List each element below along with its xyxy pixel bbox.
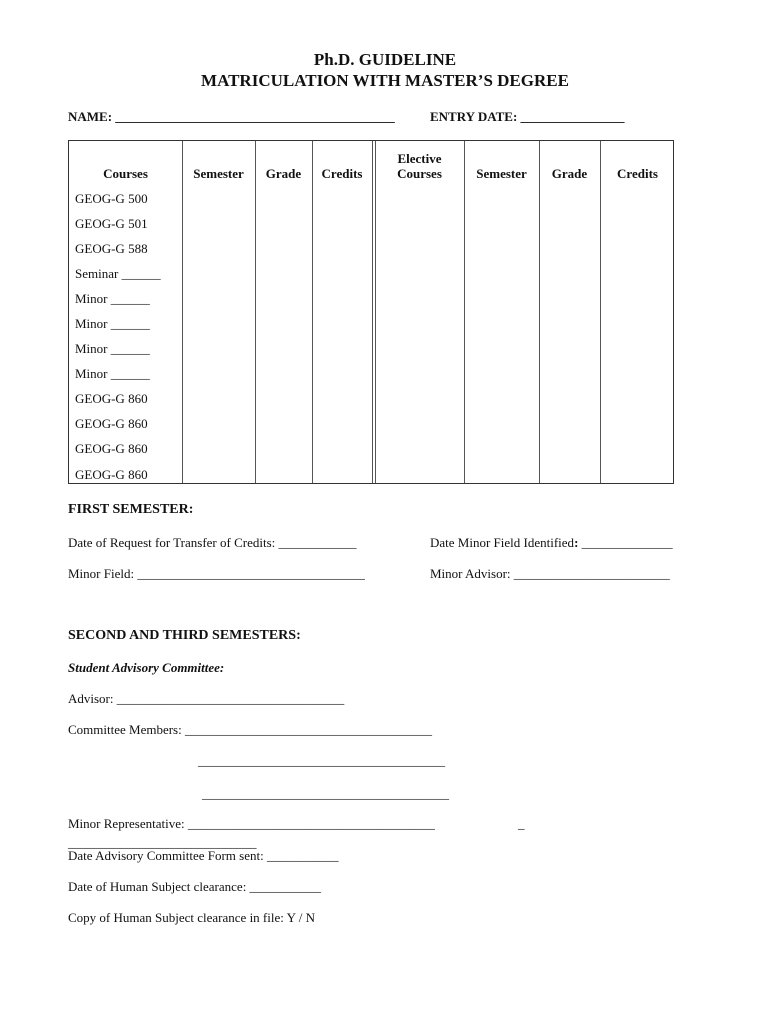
table-divider: [539, 141, 540, 483]
header-elective-line1: Elective: [397, 151, 442, 166]
course-row[interactable]: GEOG-G 500: [75, 191, 148, 206]
header-elective-credits: Credits: [617, 166, 658, 181]
table-divider: [600, 141, 601, 483]
table-divider-double: [372, 141, 376, 483]
minor-field-field[interactable]: Minor Field: ___________________________________: [68, 566, 365, 581]
course-row[interactable]: GEOG-G 860: [75, 416, 148, 431]
header-semester: Semester: [193, 166, 244, 181]
document-title-line2: MATRICULATION WITH MASTER’S DEGREE: [201, 71, 569, 90]
minor-representative-field[interactable]: Minor Representative: ______________________________________: [68, 816, 435, 831]
header-elective-semester: Semester: [476, 166, 527, 181]
human-subject-copy-field[interactable]: Copy of Human Subject clearance in file: Y / N: [68, 910, 316, 925]
committee-member-line-2[interactable]: ______________________________________: [198, 753, 445, 768]
header-elective-line2: Courses: [397, 166, 442, 181]
document-title-line1: Ph.D. GUIDELINE: [313, 50, 457, 69]
human-subject-date-field[interactable]: Date of Human Subject clearance: ___________: [68, 879, 322, 894]
header-courses: Courses: [103, 166, 148, 181]
committee-member-line-3[interactable]: ______________________________________: [202, 786, 449, 801]
course-row[interactable]: GEOG-G 860: [75, 441, 148, 456]
table-divider: [182, 141, 183, 483]
committee-members-field[interactable]: Committee Members: ______________________________________: [68, 722, 432, 737]
stray-mark: _: [518, 816, 525, 831]
committee-form-date-field[interactable]: Date Advisory Committee Form sent: ___________: [68, 848, 339, 863]
first-semester-heading: FIRST SEMESTER:: [68, 502, 194, 517]
minor-identified-label: Date Minor Field Identified: [430, 535, 575, 550]
header-grade: Grade: [265, 166, 302, 181]
loose-underline: _____________________________: [68, 835, 257, 850]
course-row[interactable]: GEOG-G 860: [75, 467, 148, 482]
second-third-heading: SECOND AND THIRD SEMESTERS:: [68, 628, 301, 643]
course-row[interactable]: Seminar ______: [75, 266, 161, 281]
course-row[interactable]: GEOG-G 501: [75, 216, 148, 231]
name-field[interactable]: NAME: ___________________________________________: [68, 109, 395, 124]
minor-identified-line: ______________: [578, 535, 673, 550]
header-elective-grade: Grade: [551, 166, 588, 181]
transfer-credits-field[interactable]: Date of Request for Transfer of Credits: ____________: [68, 535, 357, 550]
course-row[interactable]: Minor ______: [75, 341, 150, 356]
minor-advisor-field[interactable]: Minor Advisor: ________________________: [430, 566, 670, 581]
course-row[interactable]: Minor ______: [75, 366, 150, 381]
course-row[interactable]: Minor ______: [75, 316, 150, 331]
course-row[interactable]: GEOG-G 588: [75, 241, 148, 256]
header-credits: Credits: [321, 166, 363, 181]
course-table: [68, 140, 674, 484]
table-divider: [312, 141, 313, 483]
entry-date-field[interactable]: ENTRY DATE: ________________: [430, 109, 625, 124]
minor-identified-field[interactable]: [430, 535, 673, 551]
advisory-committee-heading: Student Advisory Committee:: [68, 660, 225, 675]
table-divider: [464, 141, 465, 483]
minor-identified-colon: :: [574, 535, 579, 550]
course-row[interactable]: Minor ______: [75, 291, 150, 306]
course-row[interactable]: GEOG-G 860: [75, 391, 148, 406]
advisor-field[interactable]: Advisor: ___________________________________: [68, 691, 345, 706]
table-divider: [255, 141, 256, 483]
